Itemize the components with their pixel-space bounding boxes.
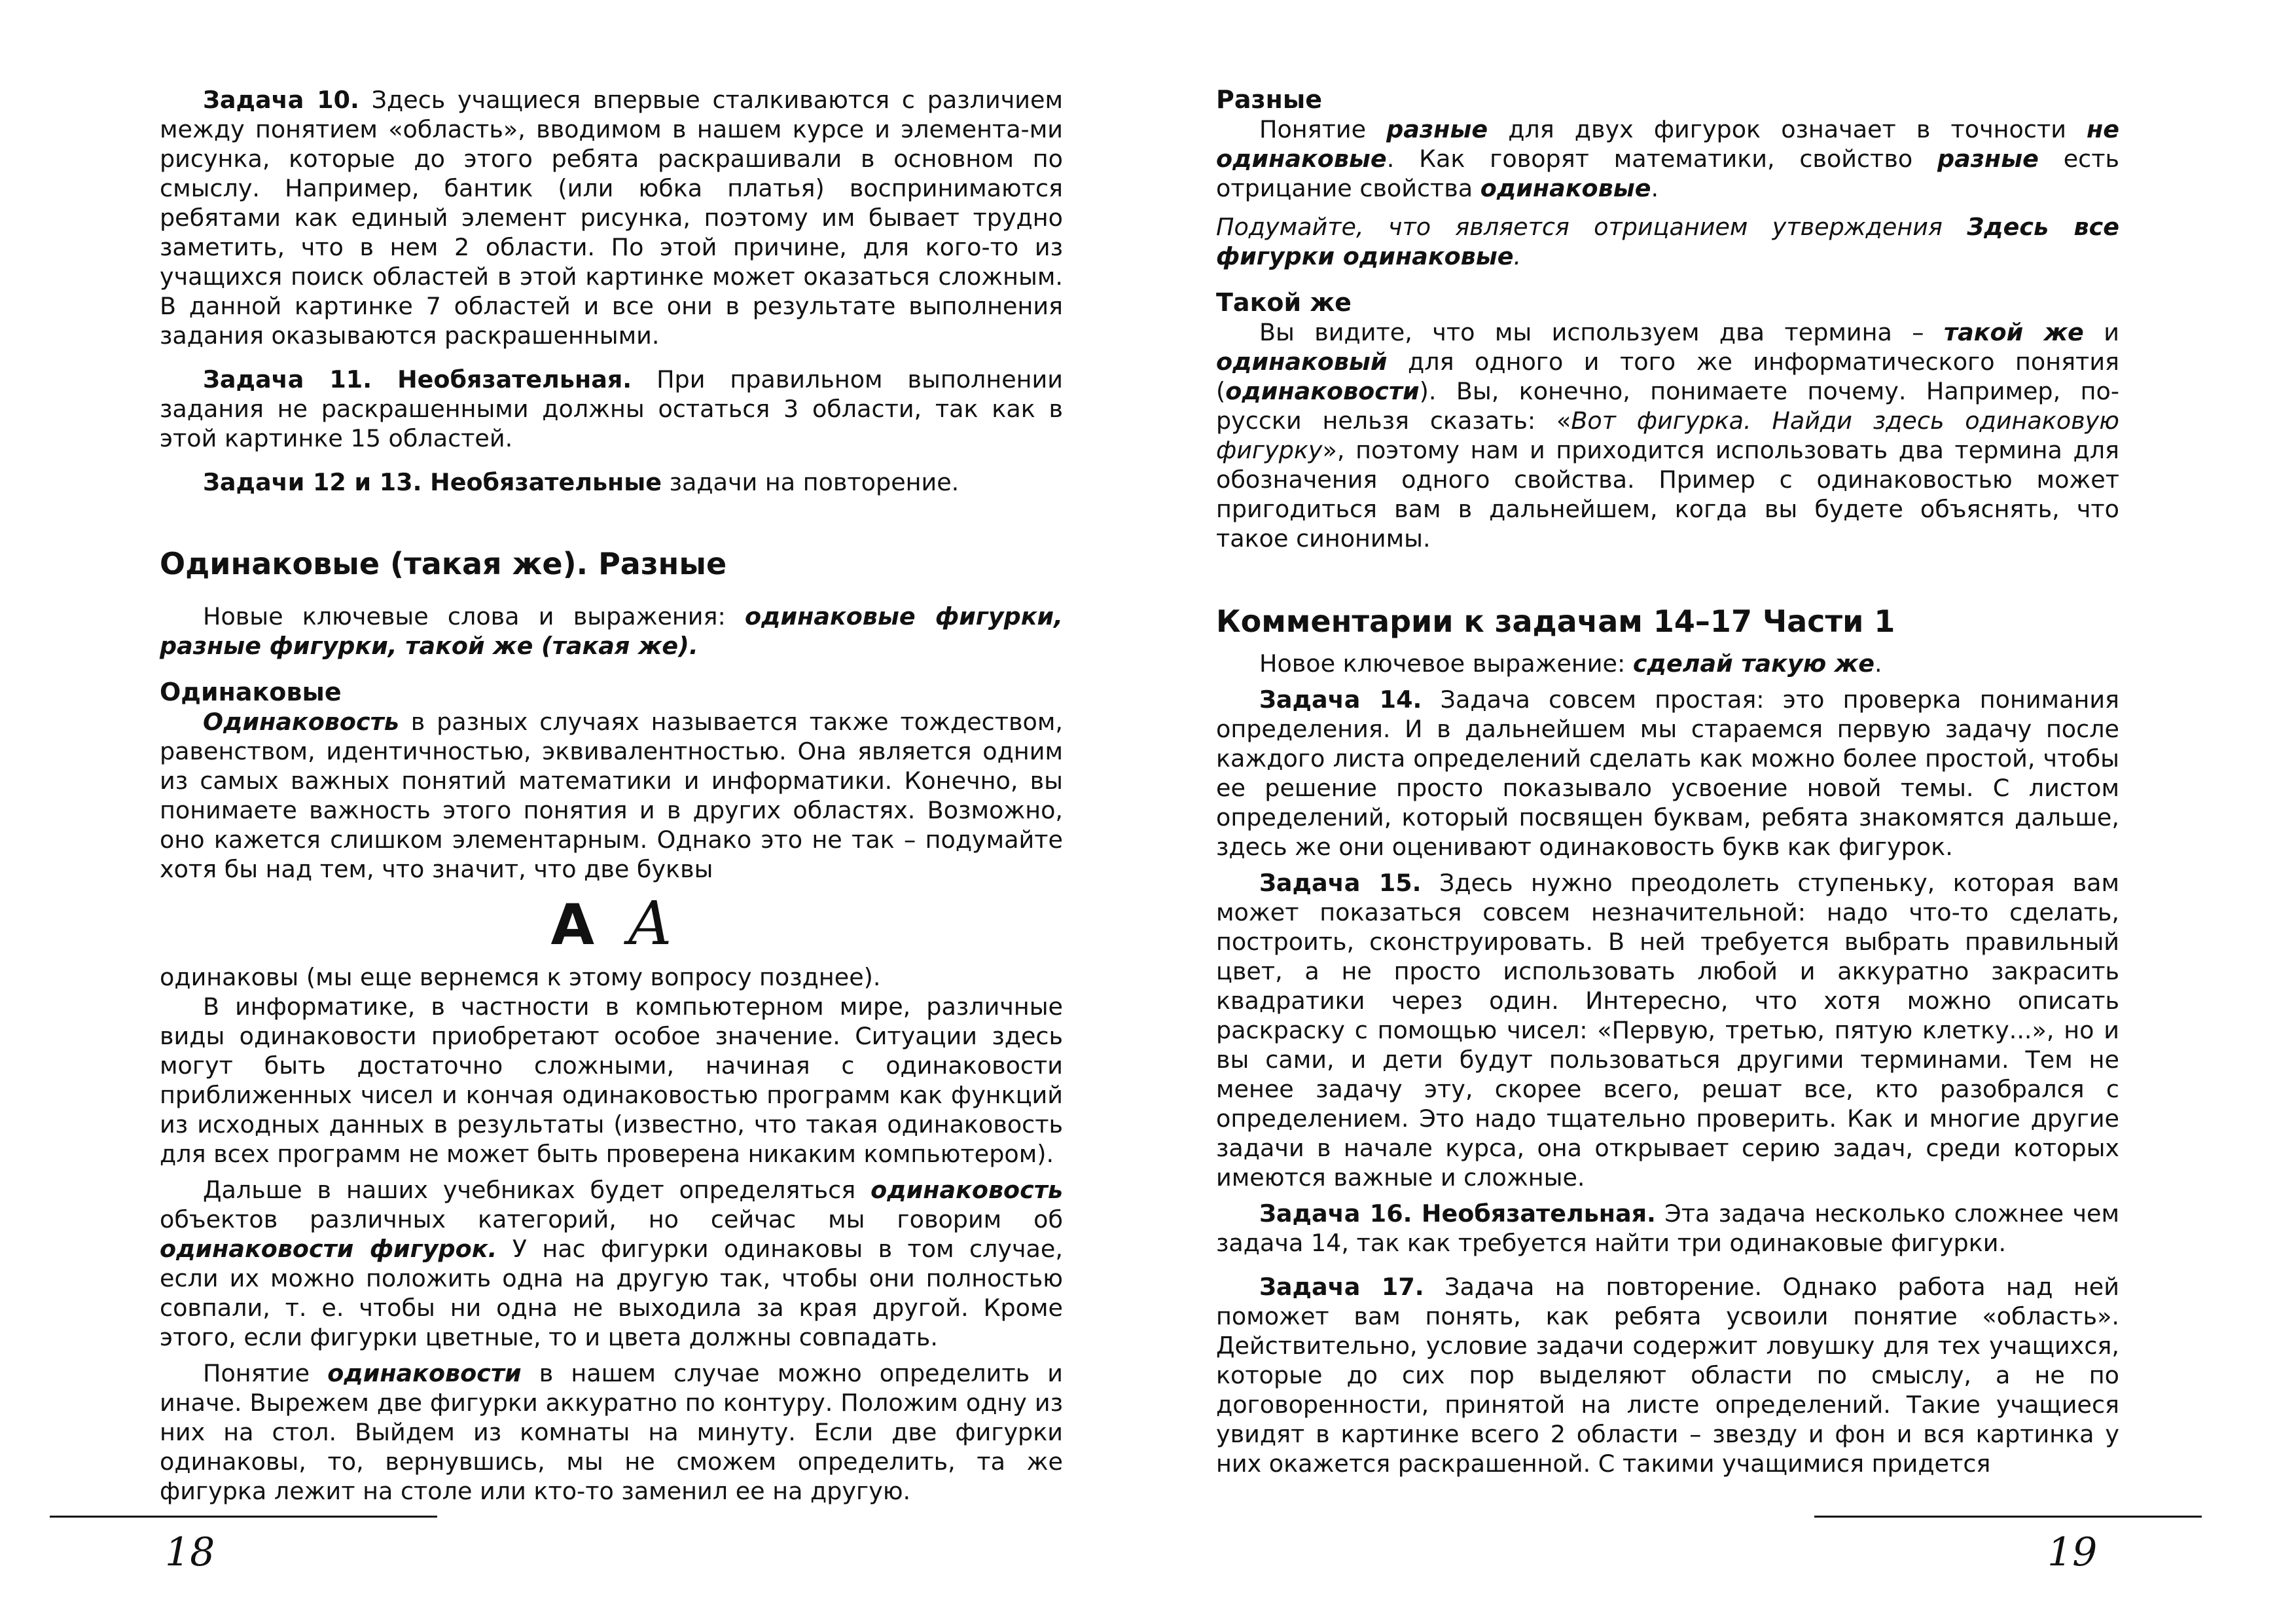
left-footer-rule — [50, 1516, 437, 1518]
subheading-such: Такой же — [1216, 288, 1352, 317]
different-paragraph-1: Понятие разные для двух фигурок означает в точности не одинаковые. Как говорят математики, свойство разные есть отрицание свойства одинаковые. — [1216, 115, 2119, 202]
task14-paragraph: Задача 14. Задача совсем простая: это проверка понимания определения. И в дальнейшем мы стараемся первую задачу после каждого листа определений сделать как можно более простой, чтобы ее решение просто показывало усвоение новой темы. С листом определений, который посвящен буквам, ребята знакомятся дальше, здесь же они оценивают одинаковость букв как фигурок. — [1216, 685, 2119, 861]
task12-13-paragraph: Задачи 12 и 13. Необязательные задачи на повторение. — [203, 468, 960, 496]
sameness-paragraph-1: Одинаковость в разных случаях называется также тождеством, равенством, идентичностью, эквивалентностью. Она является одним из самых важных понятий математики и информатики. Конечно, вы понимаете важность этого понятия и в других областях. Возможно, оно кажется слишком элементарным. Однако это не так – подумайте хотя бы над тем, что значит, что две буквы — [160, 708, 1063, 883]
right-footer-rule — [1814, 1516, 2202, 1518]
sameness-paragraph-5: Понятие одинаковости в нашем случае можно определить и иначе. Вырежем две фигурки аккуратно по контуру. Положим одну из них на стол. Выйдем из комнаты на минуту. Если две фигурки одинаковы, то, вернувшись, мы не сможем определить, та же фигурка лежит на столе или кто-то заменил ее на другую. — [160, 1359, 1064, 1505]
letters-illustration — [160, 888, 1063, 960]
subheading-different: Разные — [1216, 85, 1322, 114]
letter-a-script: A — [628, 888, 672, 958]
task10-paragraph: Задача 10. Здесь учащиеся впервые сталкиваются с различием между понятием «область», вводимом в нашем курсе и элемента-ми рисунка, которые до этого ребята раскрашивали в основном по смыслу. Например, бантик (или юбка платья) воспринимаются ребятами как единый элемент рисунка, поэтому им бывает трудно заметить, что в нем 2 области. По этой причине, для кого-то из учащихся поиск областей в этой картинке может оказаться сложным. В данной картинке 7 областей и все они в результате выполнения задания оказываются раскрашенными. — [160, 86, 1063, 350]
section-title-comments: Комментарии к задачам 14–17 Части 1 — [1216, 604, 1895, 639]
letter-a-sans: A — [550, 892, 595, 958]
sameness-paragraph-2: одинаковы (мы еще вернемся к этому вопросу позднее). — [160, 963, 881, 991]
section-title-same-different: Одинаковые (такая же). Разные — [160, 546, 727, 581]
task15-paragraph: Задача 15. Здесь нужно преодолеть ступеньку, которая вам может показаться совсем незначительной: надо что-то сделать, построить, сконструировать. В ней требуется выбрать правильный цвет, а не просто использовать любой и аккуратно закрасить квадратики через один. Интересно, что хотя можно описать раскраску с помощью чисел: «Первую, третью, пятую клетку...», но и вы сами, и дети будут пользоваться другими терминами. Тем не менее задачу эту, скорее всего, решат все, кто разобрался с определением. Это надо тщательно проверить. Как и многие другие задачи в начале курса, она открывает серию задач, среди которых имеются важные и сложные. — [1216, 869, 2119, 1192]
left-page-number: 18 — [165, 1529, 215, 1575]
such-paragraph: Вы видите, что мы используем два термина – такой же и одинаковый для одного и того же информатического понятия (одинаковости). Вы, конечно, понимаете почему. Например, по-русски нельзя сказать: «Вот фигурка. Найди здесь одинаковую фигурку», поэтому нам и приходится использовать два термина для обозначения одного свойства. Пример с одинаковостью может пригодиться вам в дальнейшем, когда вы будете объяснять, что такое синонимы. — [1216, 318, 2120, 553]
different-paragraph-2: Подумайте, что является отрицанием утверждения Здесь все фигурки одинаковые. — [1216, 213, 2119, 270]
left-text-column — [160, 85, 1063, 1506]
task16-paragraph: Задача 16. Необязательная. Эта задача несколько сложнее чем задача 14, так как требуется найти три одинаковые фигурки. — [1216, 1199, 2119, 1257]
keywords-paragraph: Новые ключевые слова и выражения: одинаковые фигурки, разные фигурки, такой же (такая же). — [160, 602, 1063, 660]
sameness-paragraph-3: В информатике, в частности в компьютерном мире, различные виды одинаковости приобретают особое значение. Ситуации здесь могут быть достаточно сложными, начиная с одинаковости приближенных чисел и кончая одинаковостью программ как функций из исходных данных в результаты (известно, что такая одинаковость для всех программ не может быть проверена никаким компьютером). — [160, 993, 1063, 1168]
new-keyword-paragraph: Новое ключевое выражение: сделай такую же. — [1259, 649, 1882, 678]
subheading-same: Одинаковые — [160, 678, 342, 706]
right-page-number: 19 — [2047, 1529, 2098, 1575]
task17-paragraph: Задача 17. Задача на повторение. Однако работа над ней поможет вам понять, как ребята усвоили понятие «область». Действительно, условие задачи содержит ловушку для тех учащихся, которые до сих пор выделяют области по смыслу, а не по договоренности, принятой на листе определений. Такие учащиеся увидят в картинке всего 2 области – звезду и фон и вся картинка у них окажется раскрашенной. С такими учащимися придется — [1216, 1273, 2119, 1478]
right-text-column — [1216, 85, 2119, 1478]
sameness-paragraph-4: Дальше в наших учебниках будет определяться одинаковость объектов различных категорий, но сейчас мы говорим об одинаковости фигурок. У нас фигурки одинаковы в том случае, если их можно положить одна на другую так, чтобы они полностью совпали, т. е. чтобы ни одна не выходила за края другой. Кроме этого, если фигурки цветные, то и цвета должны совпадать. — [160, 1176, 1063, 1351]
task11-paragraph: Задача 11. Необязательная. При правильном выполнении задания не раскрашенными должны остаться 3 области, так как в этой картинке 15 областей. — [160, 365, 1063, 452]
